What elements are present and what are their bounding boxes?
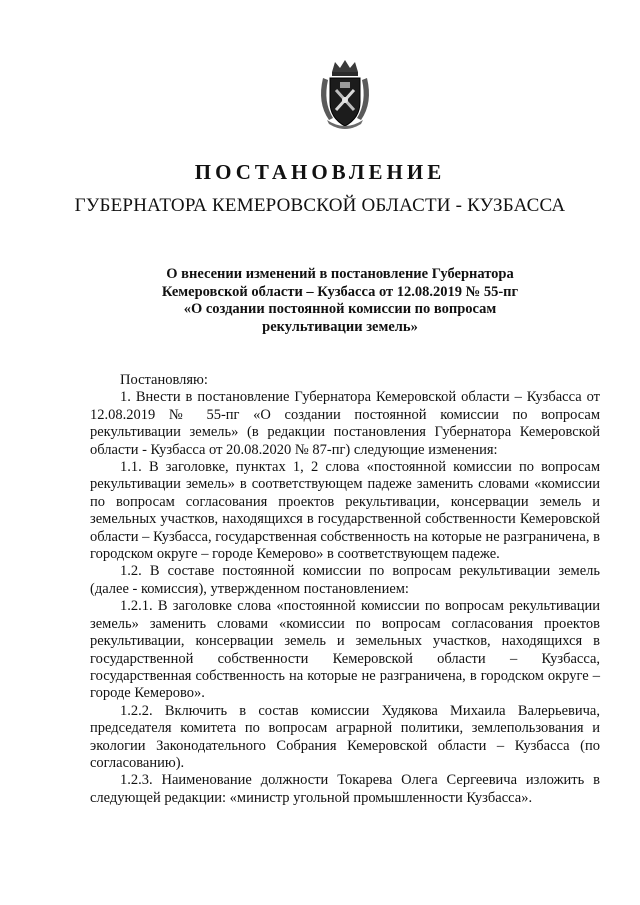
body-paragraph: 1.2.2. Включить в состав комиссии Худякова Михаила Валерьевича, председателя комитета по вопросам аграрной политики, землепользования и экологии Законодательного Собрания Кемеровской области – Кузбасса (по согласованию). bbox=[90, 702, 600, 771]
document-body bbox=[90, 372, 600, 807]
title-line: О внесении изменений в постановление Губернатора bbox=[166, 266, 514, 282]
body-paragraph: 1.2. В составе постоянной комиссии по вопросам рекультивации земель (далее - комиссия), утвержденном постановлением: bbox=[90, 563, 600, 597]
title-line: Кемеровской области – Кузбасса от 12.08.2019 № 55-пг bbox=[161, 283, 519, 300]
preamble-paragraph: Постановляю: bbox=[120, 372, 208, 388]
title-line: рекультивации земель» bbox=[262, 318, 418, 335]
document-heading: ПОСТАНОВЛЕНИЕ bbox=[194, 160, 446, 184]
body-paragraph: 1.2.3. Наименование должности Токарева Олега Сергеевича изложить в следующей редакции: «министр угольной промышленности Кузбасса». bbox=[90, 772, 600, 806]
body-paragraph: 1.2.1. В заголовке слова «постоянной комиссии по вопросам рекультивации земель» заменить словами «комиссии по вопросам согласования проектов рекультивации, консервации земель и земельных участков, находящихся в государственной собственности Кемеровской области – Кузбасса, государственная собственность на которые не разграничена, в городском округе – городе Кемерово». bbox=[90, 598, 600, 702]
body-paragraph: 1. Внести в постановление Губернатора Кемеровской области – Кузбасса от 12.08.2019 № 55-пг «О создании постоянной комиссии по вопросам рекультивации земель» (в редакции постановления Губернатора Кемеровской области - Кузбасса от 20.08.2020 № 87-пг) следующие изменения: bbox=[90, 389, 600, 458]
body-paragraph: 1.1. В заголовке, пунктах 1, 2 слова «постоянной комиссии по вопросам рекультивации земель» в соответствующем падеже заменить словами «комиссии по вопросам согласования проектов рекультивации, консервации земель и земельных участков, находящихся в государственной собственности Кемеровской области – Кузбасса, государственная собственность на которые не разграничена, в городском округе – городе Кемерово» в соответствующем падеже. bbox=[90, 459, 600, 563]
kemerovo-coat-of-arms-icon bbox=[315, 58, 375, 130]
document-title bbox=[110, 266, 570, 336]
document-issuer: ГУБЕРНАТОРА КЕМЕРОВСКОЙ ОБЛАСТИ - КУЗБАССА bbox=[74, 195, 566, 216]
title-line: «О создании постоянной комиссии по вопросам bbox=[183, 301, 497, 317]
